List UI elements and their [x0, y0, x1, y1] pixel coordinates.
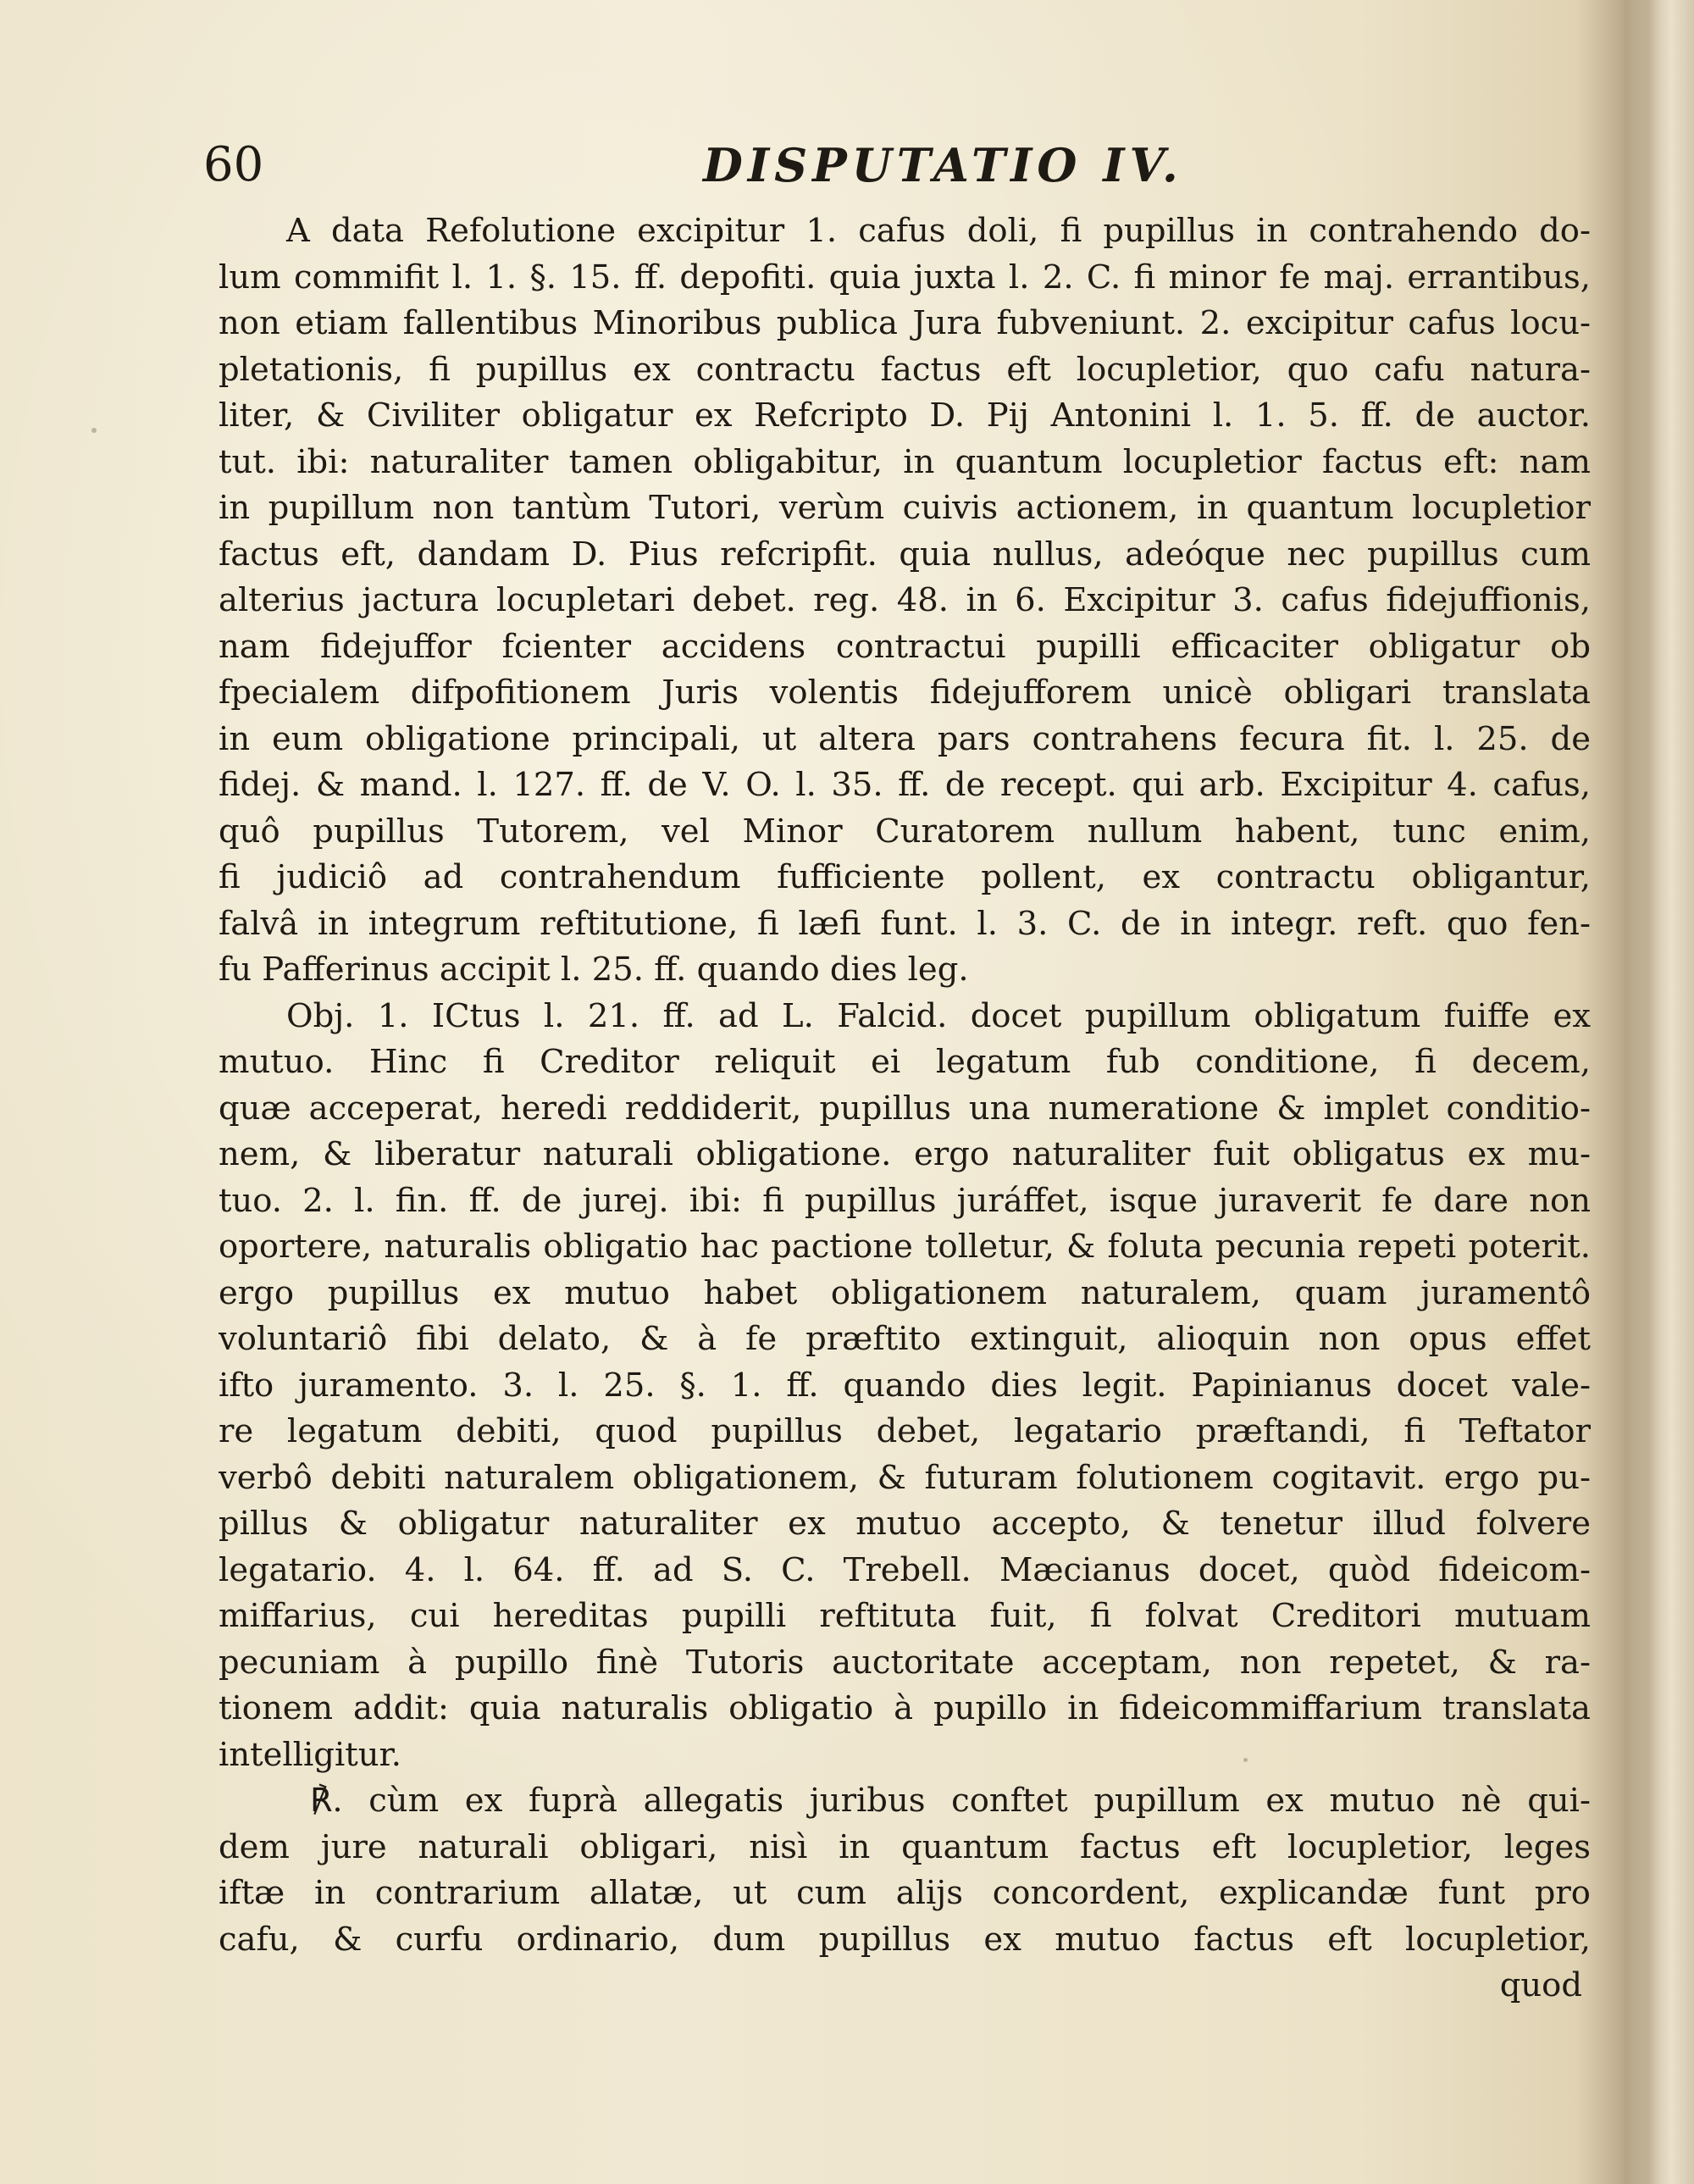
text-line: fi judiciô ad contrahendum fufficiente pollent, ex contractu obligantur, — [219, 858, 1591, 896]
text-line: intelligitur. — [219, 1735, 401, 1774]
page-number: 60 — [203, 137, 264, 192]
text-line: ℟. cùm ex fuprà allegatis juribus conftet pupillum ex mutuo nè qui- — [310, 1782, 1591, 1820]
text-line: mutuo. Hinc fi Creditor reliquit ei legatum fub conditione, fi decem, — [219, 1043, 1591, 1081]
text-line: pecuniam à pupillo finè Tutoris auctoritate acceptam, non repetet, & ra- — [219, 1643, 1591, 1682]
text-line: quô pupillus Tutorem, vel Minor Curatorem nullum habent, tunc enim, — [219, 812, 1591, 851]
text-line: ergo pupillus ex mutuo habet obligationem naturalem, quam juramentô — [219, 1273, 1591, 1312]
text-line: nam fidejuffor fcienter accidens contractui pupilli efficaciter obligatur ob — [219, 627, 1591, 666]
text-line: fidej. & mand. l. 127. ff. de V. O. l. 35. ff. de recept. qui arb. Excipitur 4. cafus, — [219, 766, 1591, 804]
text-line: legatario. 4. l. 64. ff. ad S. C. Trebell. Mæcianus docet, quòd fideicom- — [219, 1550, 1591, 1589]
text-line: re legatum debiti, quod pupillus debet, legatario præftandi, fi Teftator — [219, 1412, 1591, 1450]
text-line: pillus & obligatur naturaliter ex mutuo accepto, & tenetur illud folvere — [219, 1505, 1591, 1543]
text-line: non etiam fallentibus Minoribus publica Jura fubveniunt. 2. excipitur cafus locu- — [219, 304, 1591, 342]
text-line: factus eft, dandam D. Pius refcripfit. quia nullus, adeóque nec pupillus cum — [219, 535, 1591, 574]
text-line: lum commifit l. 1. §. 15. ff. depofiti. quia juxta l. 2. C. fi minor fe maj. errantibus, — [219, 258, 1591, 297]
text-line: alterius jactura locupletari debet. reg. 48. in 6. Excipitur 3. cafus fidejuffionis, — [219, 581, 1591, 619]
text-line: oportere, naturalis obligatio hac pactione tolletur, & foluta pecunia repeti poterit. — [219, 1228, 1591, 1266]
text-line: in eum obligatione principali, ut altera pars contrahens fecura fit. l. 25. de — [219, 719, 1591, 758]
text-line: quæ acceperat, heredi reddiderit, pupillus una numeratione & implet conditio- — [219, 1089, 1591, 1128]
running-title: DISPUTATIO IV. — [703, 138, 1183, 192]
catchword: quod — [1499, 1966, 1582, 2004]
text-line: verbô debiti naturalem obligationem, & futuram folutionem cogitavit. ergo pu- — [219, 1458, 1591, 1497]
text-line: tionem addit: quia naturalis obligatio à pupillo in fideicommiffarium translata — [219, 1689, 1591, 1727]
text-line: dem jure naturali obligari, nisì in quantum factus eft locupletior, leges — [219, 1827, 1591, 1866]
text-line: fu Pafferinus accipit l. 25. ff. quando dies leg. — [219, 951, 969, 989]
text-line: voluntariô fibi delato, & à fe præftito extinguit, alioquin non opus effet — [219, 1320, 1591, 1358]
text-line: nem, & liberatur naturali obligatione. ergo naturaliter fuit obligatus ex mu- — [219, 1135, 1591, 1173]
text-line: ifto juramento. 3. l. 25. §. 1. ff. quando dies legit. Papinianus docet vale- — [219, 1366, 1591, 1405]
text-line: liter, & Civiliter obligatur ex Refcripto D. Pij Antonini l. 1. 5. ff. de auctor. — [219, 396, 1591, 435]
text-line: tuo. 2. l. fin. ff. de jurej. ibi: fi pupillus juráffet, isque juraverit fe dare non — [219, 1181, 1591, 1220]
body-text — [219, 208, 1591, 2009]
text-line: tut. ibi: naturaliter tamen obligabitur, in quantum locupletior factus eft: nam — [219, 442, 1591, 481]
text-line: fpecialem difpofitionem Juris volentis fidejufforem unicè obligari translata — [219, 673, 1591, 712]
page-gutter-shadow — [1618, 0, 1694, 2184]
text-line: pletationis, fi pupillus ex contractu factus eft locupletior, quo cafu natura- — [219, 350, 1591, 389]
text-line: cafu, & curfu ordinario, dum pupillus ex mutuo factus eft locupletior, — [219, 1920, 1591, 1959]
page-header — [203, 136, 1592, 195]
paper-speck — [91, 428, 97, 433]
text-line: in pupillum non tantùm Tutori, verùm cuivis actionem, in quantum locupletior — [219, 489, 1591, 527]
text-line: falvâ in integrum reftitutione, fi læfi funt. l. 3. C. de in integr. reft. quo fen- — [219, 904, 1591, 943]
text-line: iftæ in contrarium allatæ, ut cum alijs concordent, explicandæ funt pro — [219, 1874, 1591, 1912]
text-line: Obj. 1. ICtus l. 21. ff. ad L. Falcid. docet pupillum obligatum fuiffe ex — [286, 996, 1591, 1035]
text-line: A data Refolutione excipitur 1. cafus doli, fi pupillus in contrahendo do- — [286, 212, 1591, 250]
text-line: miffarius, cui hereditas pupilli reftituta fuit, fi folvat Creditori mutuam — [219, 1597, 1591, 1635]
